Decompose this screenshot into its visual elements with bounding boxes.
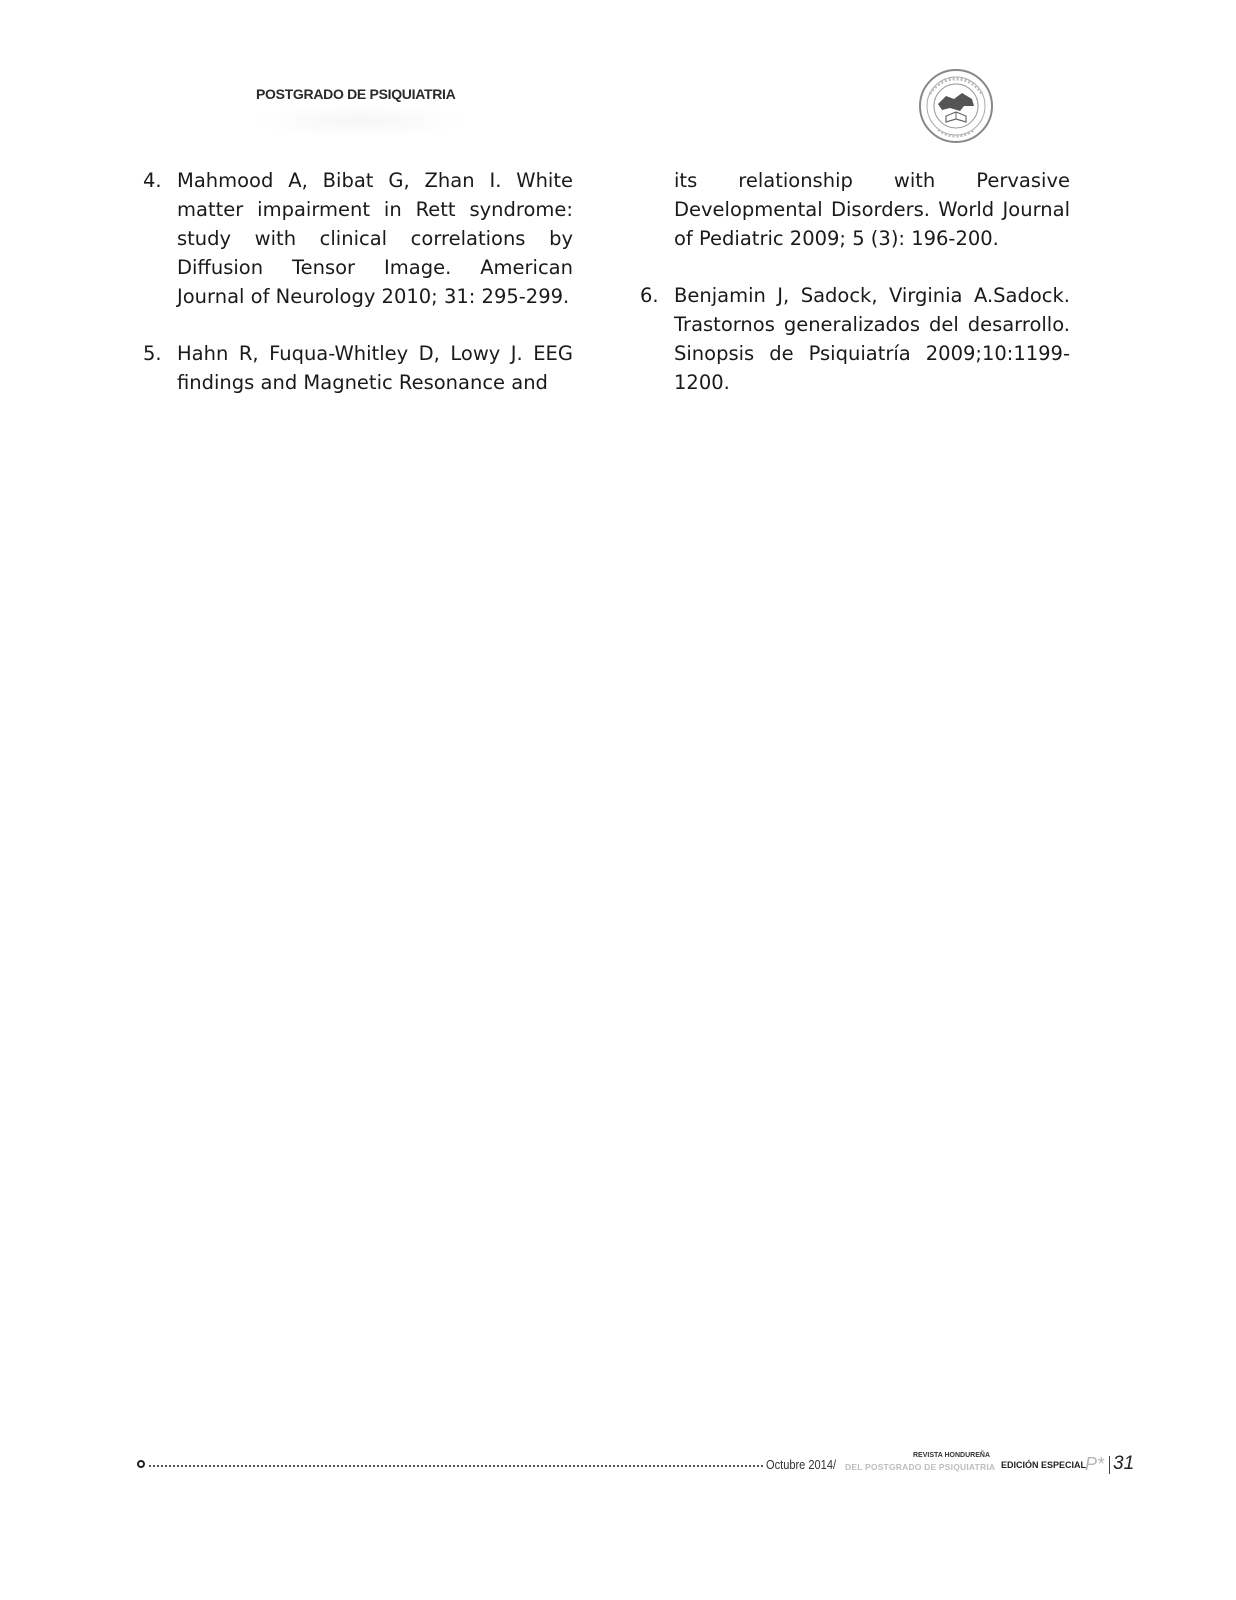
page-footer xyxy=(137,1452,1137,1480)
header-smudge xyxy=(250,104,470,138)
references-left-column xyxy=(143,166,573,425)
reference-item-5-continued: its relationship with Pervasive Developmental Disorders. World Journal of Pediatric 2009; 5 (3): 196-200. xyxy=(674,169,1070,250)
footer-journal-subtitle: DEL POSTGRADO DE PSIQUIATRIA xyxy=(845,1462,996,1472)
reference-number: 5. xyxy=(143,342,162,365)
reference-item-4 xyxy=(143,166,573,311)
references-right-column xyxy=(640,166,1070,425)
reference-item-6 xyxy=(640,281,1070,397)
footer-dotted-rule xyxy=(149,1465,763,1467)
footer-journal-name: REVISTA HONDUREÑA xyxy=(913,1452,991,1459)
reference-number: 4. xyxy=(143,169,162,192)
footer-edition-label: EDICIÓN ESPECIAL xyxy=(1001,1460,1087,1470)
reference-text: Hahn R, Fuqua-Whitley D, Lowy J. EEG findings and Magnetic Resonance and xyxy=(177,342,573,394)
footer-separator xyxy=(1109,1456,1110,1474)
reference-item-5 xyxy=(143,339,573,397)
footer-date: Octubre 2014/ xyxy=(766,1457,837,1472)
running-header-title: POSTGRADO DE PSIQUIATRIA xyxy=(256,86,456,102)
reference-number: 6. xyxy=(640,284,659,307)
reference-text: Mahmood A, Bibat G, Zhan I. White matter impairment in Rett syndrome: study with clinical correlations by Diffusion Tensor Image. American Journal of Neurology 2010; 31: 295-299. xyxy=(177,169,573,308)
postgraduate-seal-logo xyxy=(916,66,996,146)
reference-text: Benjamin J, Sadock, Virginia A.Sadock. Trastornos generalizados del desarrollo. Sinopsis de Psiquiatría 2009;10:1199-1200. xyxy=(674,284,1070,394)
footer-circle-marker xyxy=(137,1460,145,1468)
footer-journal-logo: P* xyxy=(1085,1454,1105,1474)
page-number: 31 xyxy=(1113,1453,1135,1474)
